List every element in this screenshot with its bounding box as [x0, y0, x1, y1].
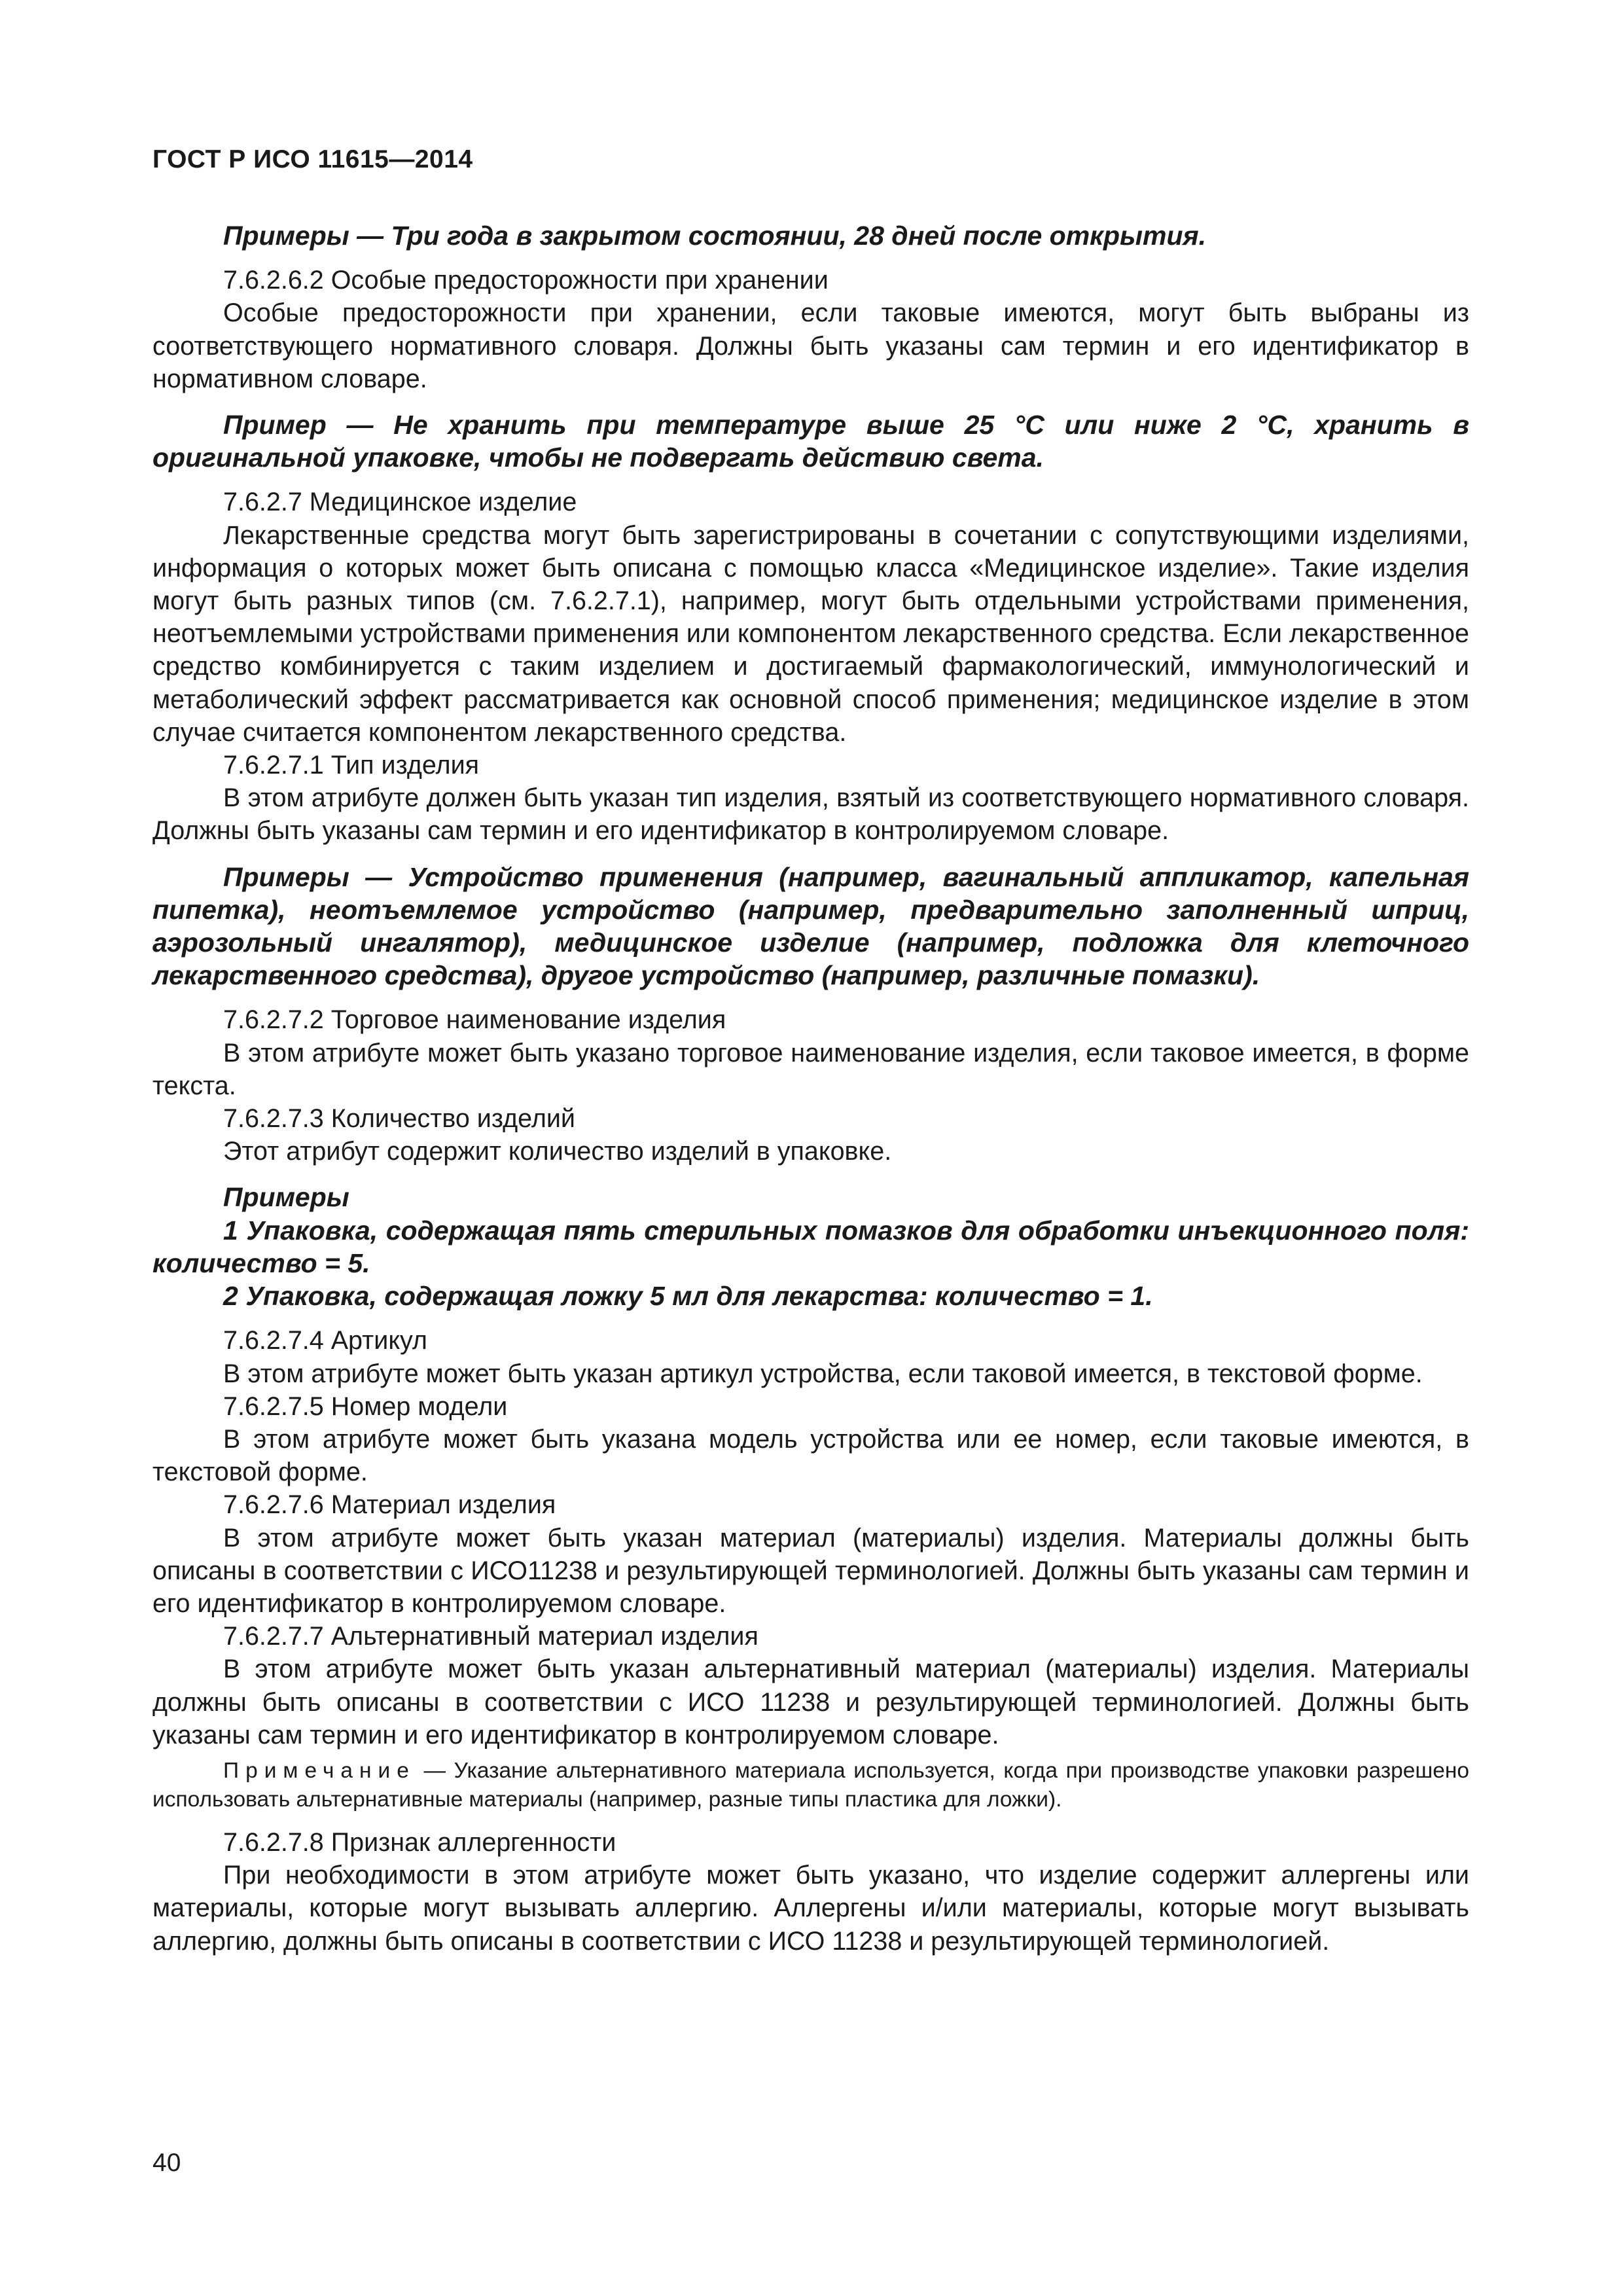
section-7-6-2-7-2-text: В этом атрибуте может быть указано торговое наименование изделия, если таковое имеется, в форме текста. — [152, 1038, 1469, 1100]
note — [152, 1757, 1469, 1814]
section-7-6-2-6-2-title: 7.6.2.6.2 Особые предосторожности при хранении — [223, 266, 829, 295]
section-7-6-2-7-8-text: При необходимости в этом атрибуте может быть указано, что изделие содержит аллергены или материалы, которые могут вызывать аллергию. Аллергены и/или материалы, которые могут вызывать аллергию, должны быть описаны в соответствии с ИСО 11238 и результирующей терминологией. — [152, 1861, 1469, 1956]
page-number: 40 — [152, 2149, 181, 2177]
section-7-6-2-7-text: Лекарственные средства могут быть зарегистрированы в сочетании с сопутствующими изделиями, информация о которых может быть описана с помощью класса «Медицинское изделие». Такие изделия могут быть разных типов (см. 7.6.2.7.1), например, могут быть отдельными устройствами применения, неотъемлемыми устройствами применения или компонентом лекарственного средства. Если лекарственное средство комбинируется с таким изделием и достигаемый фармакологический, иммунологический и метаболический эффект рассматривается как основной способ применения; медицинское изделие в этом случае считается компонентом лекарственного средства. — [152, 520, 1469, 747]
examples-quantity-title: Примеры — [223, 1182, 349, 1213]
section-7-6-2-7-5-text: В этом атрибуте может быть указана модель устройства или ее номер, если таковые имеются, в текстовой форме. — [152, 1424, 1469, 1487]
section-7-6-2-7-6-title: 7.6.2.7.6 Материал изделия — [223, 1490, 556, 1520]
examples-quantity-item-1: 1 Упаковка, содержащая пять стерильных помазков для обработки инъекционного поля: количество = 5. — [152, 1215, 1469, 1278]
section-7-6-2-7-6-text: В этом атрибуте может быть указан материал (материалы) изделия. Материалы должны быть описаны в соответствии с ИСО11238 и результирующей терминологией. Должны быть указаны сам термин и его идентификатор в контролируемом словаре. — [152, 1523, 1469, 1618]
section-7-6-2-7-8-title: 7.6.2.7.8 Признак аллергенности — [223, 1827, 616, 1857]
section-7-6-2-7-4-title: 7.6.2.7.4 Артикул — [223, 1326, 427, 1355]
example-storage: Пример — Не хранить при температуре выше 25 °С или ниже 2 °С, хранить в оригинальной упаковке, чтобы не подвергать действию света. — [152, 410, 1469, 473]
examples-quantity-item-2: 2 Упаковка, содержащая ложку 5 мл для лекарства: количество = 1. — [223, 1281, 1153, 1312]
note-label: Примечание — [223, 1758, 416, 1783]
section-7-6-2-7-7-text: В этом атрибуте может быть указан альтернативный материал (материалы) изделия. Материалы должны быть описаны в соответствии с ИСО 11238 и результирующей терминологией. Должны быть указаны сам термин и его идентификатор в контролируемом словаре. — [152, 1655, 1469, 1749]
section-7-6-2-7-3-text: Этот атрибут содержит количество изделий в упаковке. — [223, 1137, 892, 1166]
section-7-6-2-7-1-title: 7.6.2.7.1 Тип изделия — [223, 751, 480, 780]
examples-device-types: Примеры — Устройство применения (например, вагинальный аппликатор, капельная пипетка), неотъемлемое устройство (например, предварительно заполненный шприц, аэрозольный ингалятор), медицинское изделие (например, подложка для клеточного лекарственного средства), другое устройство (например, различные помазки). — [152, 861, 1469, 991]
examples-shelf-life: Примеры — Три года в закрытом состоянии, 28 дней после открытия. — [223, 221, 1207, 251]
note-text: — Указание альтернативного материала используется, когда при производстве упаковки разрешено использовать альтернативные материалы (например, разные типы пластика для ложки). — [152, 1758, 1469, 1812]
section-7-6-2-7-title: 7.6.2.7 Медицинское изделие — [223, 488, 577, 517]
section-7-6-2-7-5-title: 7.6.2.7.5 Номер модели — [223, 1391, 508, 1421]
document-header: ГОСТ Р ИСО 11615—2014 — [152, 145, 473, 173]
section-7-6-2-7-2-title: 7.6.2.7.2 Торговое наименование изделия — [223, 1005, 726, 1035]
document-body — [152, 219, 1469, 1958]
section-7-6-2-7-7-title: 7.6.2.7.7 Альтернативный материал изделия — [223, 1622, 758, 1651]
section-7-6-2-7-1-text: В этом атрибуте должен быть указан тип изделия, взятый из соответствующего нормативного словаря. Должны быть указаны сам термин и его идентификатор в контролируемом словаре. — [152, 783, 1469, 846]
section-7-6-2-6-2-text: Особые предосторожности при хранении, если таковые имеются, могут быть выбраны из соответствующего нормативного словаря. Должны быть указаны сам термин и его идентификатор в нормативном словаре. — [152, 298, 1469, 393]
section-7-6-2-7-4-text: В этом атрибуте может быть указан артикул устройства, если таковой имеется, в текстовой форме. — [223, 1359, 1423, 1388]
section-7-6-2-7-3-title: 7.6.2.7.3 Количество изделий — [223, 1104, 575, 1134]
